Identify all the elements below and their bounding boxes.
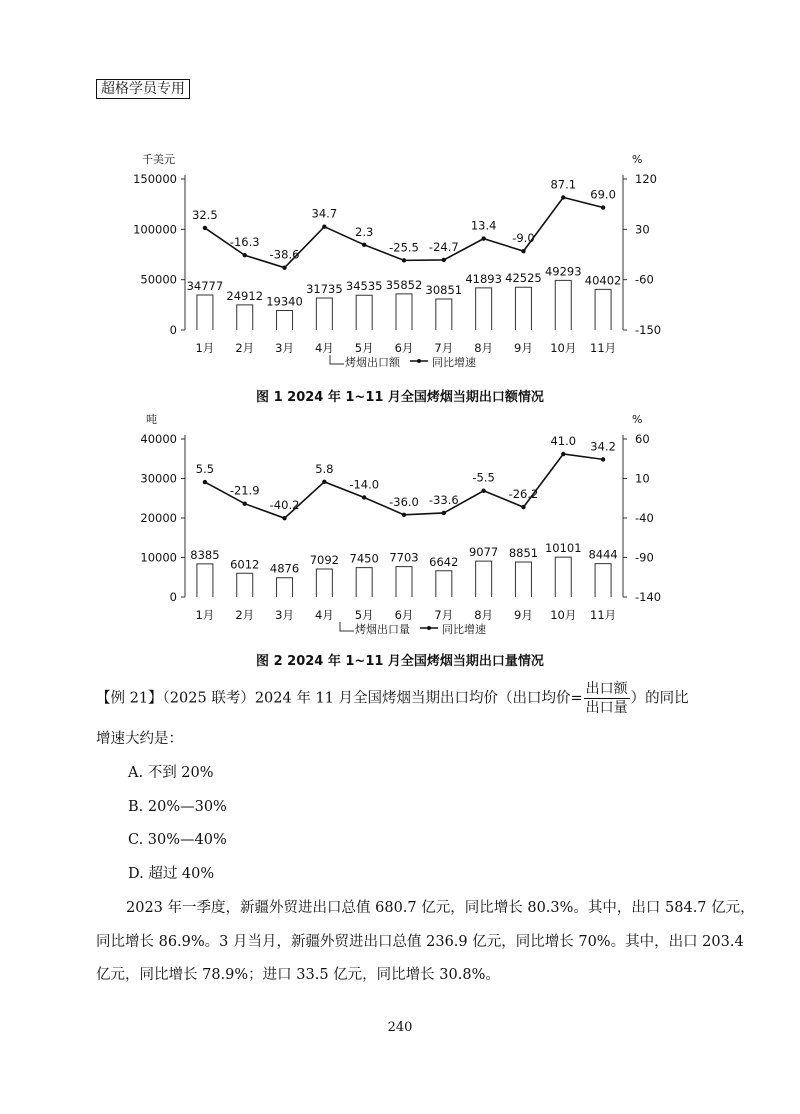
bar <box>277 311 293 330</box>
left-tick-label: 0 <box>169 590 177 604</box>
bar <box>237 573 253 597</box>
category-label: 11月 <box>590 608 617 622</box>
category-label: 9月 <box>514 341 533 355</box>
bar-value-label: 30851 <box>425 282 463 297</box>
growth-rate-label: 2.3 <box>355 224 374 239</box>
growth-rate-label: -36.0 <box>389 494 419 509</box>
left-tick-label: 20000 <box>140 511 177 525</box>
bar-value-label: 8851 <box>508 546 539 561</box>
bar <box>396 294 412 330</box>
left-tick-label: 100000 <box>133 222 177 237</box>
passage-line-3: 亿元，同比增长 78.9%；进口 33.5 亿元，同比增长 30.8%。 <box>96 967 500 983</box>
bar <box>197 564 213 597</box>
growth-rate-label: 41.0 <box>550 434 577 449</box>
growth-rate-point <box>442 511 446 515</box>
growth-rate-line <box>205 197 603 267</box>
growth-rate-point <box>601 457 605 461</box>
option-b: B. 20%—30% <box>128 799 227 815</box>
bar <box>316 569 332 597</box>
left-tick-label: 40000 <box>140 432 177 446</box>
category-label: 3月 <box>275 608 294 622</box>
fraction <box>584 680 630 717</box>
growth-rate-point <box>203 480 207 484</box>
figure-1-caption: 图 1 2024 年 1~11 月全国烤烟当期出口额情况 <box>256 390 544 405</box>
bar <box>436 571 452 597</box>
growth-rate-point <box>322 225 326 229</box>
restriction-badge: 超格学员专用 <box>96 79 190 99</box>
growth-rate-point <box>481 489 485 493</box>
right-tick-label: -140 <box>635 590 662 604</box>
question-prefix: 【例 21】（2025 联考）2024 年 11 月全国烤烟当期出口均价（出口均价= <box>96 690 583 707</box>
bar-value-label: 6642 <box>429 554 459 569</box>
bar <box>396 567 412 597</box>
bar <box>356 568 372 597</box>
growth-rate-label: 13.4 <box>470 218 497 233</box>
growth-rate-point <box>243 253 247 257</box>
bar-value-label: 4876 <box>269 561 300 576</box>
right-tick-label: -40 <box>635 511 654 525</box>
page-number: 240 <box>387 1020 413 1035</box>
right-tick-label: -60 <box>635 272 654 287</box>
category-label: 4月 <box>314 341 334 355</box>
left-axis-unit: 千美元 <box>142 153 175 166</box>
bar-value-label: 19340 <box>266 294 303 309</box>
legend-bar-swatch <box>340 622 354 631</box>
right-tick-label: 60 <box>635 432 650 446</box>
bar <box>555 557 571 597</box>
category-label: 8月 <box>474 608 494 622</box>
bar-value-label: 42525 <box>505 271 542 286</box>
category-label: 5月 <box>354 341 374 355</box>
growth-rate-label: -38.6 <box>269 247 300 262</box>
category-label: 1月 <box>195 341 215 355</box>
legend-line-marker <box>427 626 431 630</box>
right-tick-label: -150 <box>635 323 662 337</box>
growth-rate-label: 5.5 <box>195 462 215 477</box>
growth-rate-label: 34.7 <box>311 206 338 221</box>
bar <box>515 562 531 597</box>
category-label: 7月 <box>434 341 454 355</box>
passage-line-2: 同比增长 86.9%。3 月当月，新疆外贸进出口总值 236.9 亿元，同比增长 70%。其中，出口 203.4 <box>96 934 744 950</box>
bar <box>436 299 452 330</box>
growth-rate-point <box>402 258 406 262</box>
bar <box>515 287 531 330</box>
category-label: 2月 <box>235 341 255 355</box>
export-volume-chart <box>0 410 800 645</box>
category-label: 6月 <box>394 341 414 355</box>
growth-rate-point <box>362 243 366 247</box>
growth-rate-label: -16.3 <box>229 235 260 250</box>
category-label: 1月 <box>195 608 215 622</box>
growth-rate-point <box>402 513 406 517</box>
growth-rate-label: -40.2 <box>269 498 300 513</box>
legend-line-marker <box>417 359 421 363</box>
right-axis-unit: % <box>632 153 643 166</box>
right-tick-label: 10 <box>635 471 650 486</box>
growth-rate-point <box>203 226 207 230</box>
export-value-chart <box>0 145 800 380</box>
bar-value-label: 8444 <box>588 547 618 562</box>
bar <box>476 561 492 597</box>
growth-rate-point <box>521 505 525 509</box>
growth-rate-point <box>442 258 446 262</box>
bar-value-label: 7092 <box>309 552 340 567</box>
bar-value-label: 8385 <box>190 547 220 562</box>
growth-rate-label: -26.2 <box>508 487 539 502</box>
right-tick-label: 30 <box>635 222 650 237</box>
bar-value-label: 6012 <box>230 557 260 572</box>
bar <box>595 564 611 597</box>
bar-value-label: 9077 <box>468 545 499 560</box>
growth-rate-point <box>282 516 286 520</box>
bar-value-label: 40402 <box>584 273 622 288</box>
growth-rate-point <box>601 205 605 209</box>
growth-rate-point <box>481 236 485 240</box>
category-label: 6月 <box>394 608 414 622</box>
right-tick-label: 120 <box>635 172 657 186</box>
bar <box>237 305 253 330</box>
option-c: C. 30%—40% <box>128 832 227 848</box>
bar-value-label: 31735 <box>306 282 343 297</box>
bar-value-label: 49293 <box>544 264 582 279</box>
bar <box>476 288 492 330</box>
left-axis-unit: 吨 <box>146 413 157 426</box>
left-tick-label: 50000 <box>140 272 177 287</box>
growth-rate-label: -33.6 <box>428 492 459 507</box>
category-label: 11月 <box>590 341 617 355</box>
bar-value-label: 24912 <box>226 288 264 303</box>
growth-rate-label: 69.0 <box>590 187 616 202</box>
category-label: 4月 <box>314 608 334 622</box>
growth-rate-label: 34.2 <box>590 439 616 454</box>
option-d: D. 超过 40% <box>128 866 215 882</box>
growth-rate-label: -21.9 <box>229 483 260 498</box>
bar-value-label: 7450 <box>349 551 379 566</box>
bar <box>595 289 611 330</box>
category-label: 2月 <box>235 608 255 622</box>
right-tick-label: -90 <box>635 550 654 565</box>
category-label: 10月 <box>550 341 577 355</box>
growth-rate-point <box>362 495 366 499</box>
legend-bar-swatch <box>330 355 344 364</box>
bar-value-label: 34777 <box>186 278 224 293</box>
question-suffix: ）的同比 <box>630 690 689 707</box>
bar <box>316 298 332 330</box>
growth-rate-point <box>282 265 286 269</box>
legend-line-label: 同比增速 <box>432 356 476 369</box>
figure-2-caption: 图 2 2024 年 1~11 月全国烤烟当期出口量情况 <box>256 654 544 669</box>
left-tick-label: 10000 <box>140 550 177 565</box>
category-label: 8月 <box>474 341 494 355</box>
growth-rate-label: -25.5 <box>389 240 419 255</box>
growth-rate-point <box>561 195 565 199</box>
legend-bar-label: 烤烟出口量 <box>355 623 410 636</box>
category-label: 10月 <box>550 608 577 622</box>
bar <box>277 578 293 597</box>
left-tick-label: 30000 <box>140 471 177 486</box>
growth-rate-point <box>521 249 525 253</box>
fraction-numerator: 出口额 <box>585 681 628 697</box>
growth-rate-label: -9.0 <box>512 231 535 246</box>
growth-rate-label: -24.7 <box>428 239 459 254</box>
bar-value-label: 34535 <box>345 279 383 294</box>
bar-value-label: 35852 <box>385 277 423 292</box>
bar <box>197 295 213 330</box>
growth-rate-label: -5.5 <box>472 470 495 485</box>
passage-line-1: 2023 年一季度，新疆外贸进出口总值 680.7 亿元，同比增长 80.3%。其中，出口 584.7 亿元， <box>126 900 755 916</box>
left-tick-label: 150000 <box>133 172 177 186</box>
bar-value-label: 7703 <box>389 550 419 565</box>
bar-value-label: 10101 <box>544 541 582 556</box>
growth-rate-point <box>243 502 247 506</box>
legend-line-label: 同比增速 <box>442 623 486 636</box>
category-label: 3月 <box>275 341 294 355</box>
option-a: A. 不到 20% <box>128 765 214 781</box>
growth-rate-label: 5.8 <box>315 461 334 476</box>
growth-rate-label: -14.0 <box>349 477 380 492</box>
bar <box>555 280 571 330</box>
category-label: 5月 <box>354 608 374 622</box>
legend-bar-label: 烤烟出口额 <box>345 356 400 369</box>
bar-value-label: 41893 <box>465 271 502 286</box>
bar <box>356 295 372 330</box>
growth-rate-point <box>322 480 326 484</box>
category-label: 7月 <box>434 608 454 622</box>
fraction-denominator: 出口量 <box>585 700 628 716</box>
category-label: 9月 <box>514 608 533 622</box>
question-stem <box>96 680 706 717</box>
question-stem-line2: 增速大约是： <box>96 731 183 747</box>
growth-rate-label: 87.1 <box>550 177 577 192</box>
growth-rate-label: 32.5 <box>192 207 218 222</box>
growth-rate-point <box>561 452 565 456</box>
left-tick-label: 0 <box>169 323 177 337</box>
right-axis-unit: % <box>632 413 643 426</box>
